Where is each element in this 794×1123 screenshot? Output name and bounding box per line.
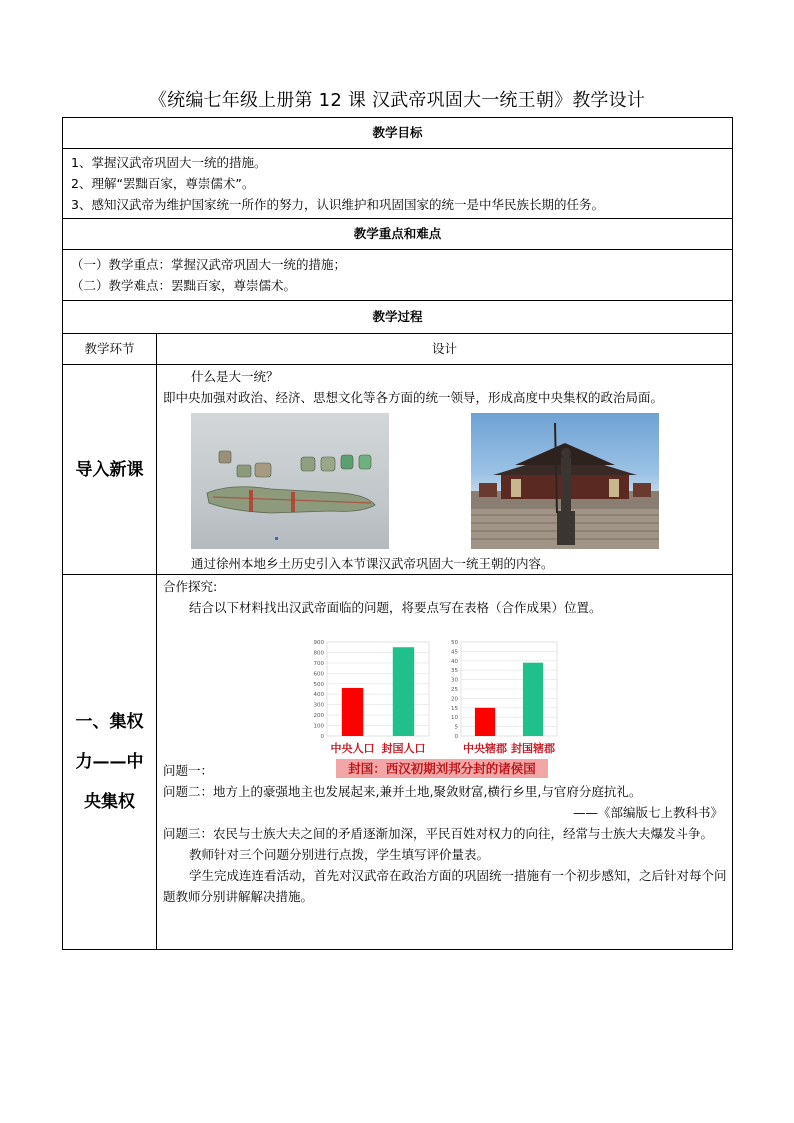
section1-design xyxy=(157,575,733,950)
y-tick-label: 800 xyxy=(313,650,324,657)
section1-heading: 合作探究: xyxy=(163,579,218,594)
keypoint-item: （二）教学难点：罢黜百家，尊崇儒术。 xyxy=(71,278,297,293)
y-tick-label: 700 xyxy=(313,660,324,667)
intro-design xyxy=(157,365,733,575)
y-tick-label: 50 xyxy=(451,640,458,646)
bar xyxy=(475,708,495,736)
y-tick-label: 20 xyxy=(451,696,458,703)
y-tick-label: 40 xyxy=(451,658,458,665)
x-tick-label: 中央辖郡 xyxy=(463,742,507,755)
keypoints-list xyxy=(63,250,733,301)
charts-svg xyxy=(309,636,559,761)
bar xyxy=(393,647,414,736)
bar xyxy=(523,663,543,736)
y-tick-label: 30 xyxy=(451,677,458,684)
col-stage-header: 教学环节 xyxy=(63,334,157,365)
y-tick-label: 45 xyxy=(451,649,458,656)
intro-closing: 通过徐州本地乡土历史引入本节课汉武帝巩固大一统王朝的内容。 xyxy=(191,556,554,571)
jade-burial-suit-image xyxy=(191,413,389,549)
goal-item: 1、掌握汉武帝巩固大一统的措施。 xyxy=(71,155,267,170)
y-tick-label: 35 xyxy=(451,668,458,675)
y-tick-label: 300 xyxy=(313,702,324,709)
y-tick-label: 0 xyxy=(454,734,458,740)
teaching-note-2: 学生完成连连看活动，首先对汉武帝在政治方面的巩固统一措施有一个初步感知，之后针对每个问题教师分别讲解解决措施。 xyxy=(163,868,727,904)
page-title: 《统编七年级上册第 12 课 汉武帝巩固大一统王朝》教学设计 xyxy=(148,90,646,111)
source-citation: ——《部编版七上教科书》 xyxy=(572,805,723,820)
y-tick-label: 0 xyxy=(320,734,324,740)
y-tick-label: 10 xyxy=(451,715,458,722)
keypoint-item: （一）教学重点：掌握汉武帝巩固大一统的措施； xyxy=(71,257,347,272)
y-tick-label: 100 xyxy=(313,723,324,730)
y-tick-label: 25 xyxy=(451,687,458,693)
question-3: 问题三：农民与士族大夫之间的矛盾逐渐加深，平民百姓对权力的向往，经常与士族大夫爆发斗争。 xyxy=(163,826,714,841)
teaching-note-1: 教师针对三个问题分别进行点拨，学生填写评价量表。 xyxy=(189,847,490,862)
question-2: 问题二：地方上的豪强地主也发展起来,兼并土地,聚敛财富,横行乡里,与官府分庭抗礼。 xyxy=(163,784,642,799)
x-tick-label: 封国人口 xyxy=(381,742,426,755)
section1-stage-line: 一、集权 xyxy=(75,712,144,732)
intro-question: 什么是大一统？ xyxy=(191,369,279,384)
han-palace-statue-image xyxy=(471,413,659,549)
y-tick-label: 500 xyxy=(313,681,324,688)
goals-list xyxy=(63,149,733,219)
y-tick-label: 200 xyxy=(313,713,324,720)
process-header: 教学过程 xyxy=(63,301,733,334)
y-tick-label: 600 xyxy=(313,671,324,678)
section1-stage xyxy=(63,575,157,950)
goal-item: 3、感知汉武帝为维护国家统一所作的努力，认识维护和巩固国家的统一是中华民族长期的任务。 xyxy=(71,197,604,212)
section1-instruction: 结合以下材料找出汉武帝面临的问题，将要点写在表格（合作成果）位置。 xyxy=(189,600,602,615)
section1-stage-line: 力——中 xyxy=(75,752,144,772)
col-design-header: 设计 xyxy=(157,334,733,365)
y-tick-label: 400 xyxy=(313,692,324,699)
question-1: 问题一： xyxy=(163,763,214,778)
intro-answer: 即中央加强对政治、经济、思想文化等各方面的统一领导，形成高度中央集权的政治局面。 xyxy=(163,390,664,405)
section1-stage-line: 央集权 xyxy=(84,792,135,812)
y-tick-label: 900 xyxy=(313,640,324,646)
intro-stage: 导入新课 xyxy=(63,365,157,575)
y-tick-label: 5 xyxy=(454,724,458,731)
keypoints-header: 教学重点和难点 xyxy=(63,219,733,250)
lesson-plan-table xyxy=(62,117,733,950)
goal-item: 2、理解“罢黜百家，尊崇儒术”。 xyxy=(71,176,255,191)
bar xyxy=(342,688,363,736)
goals-header: 教学目标 xyxy=(63,118,733,149)
x-tick-label: 封国辖郡 xyxy=(511,742,555,755)
x-tick-label: 中央人口 xyxy=(330,742,375,755)
fief-banner: 封国：西汉初期刘邦分封的诸侯国 xyxy=(336,759,548,778)
y-tick-label: 15 xyxy=(451,705,458,712)
